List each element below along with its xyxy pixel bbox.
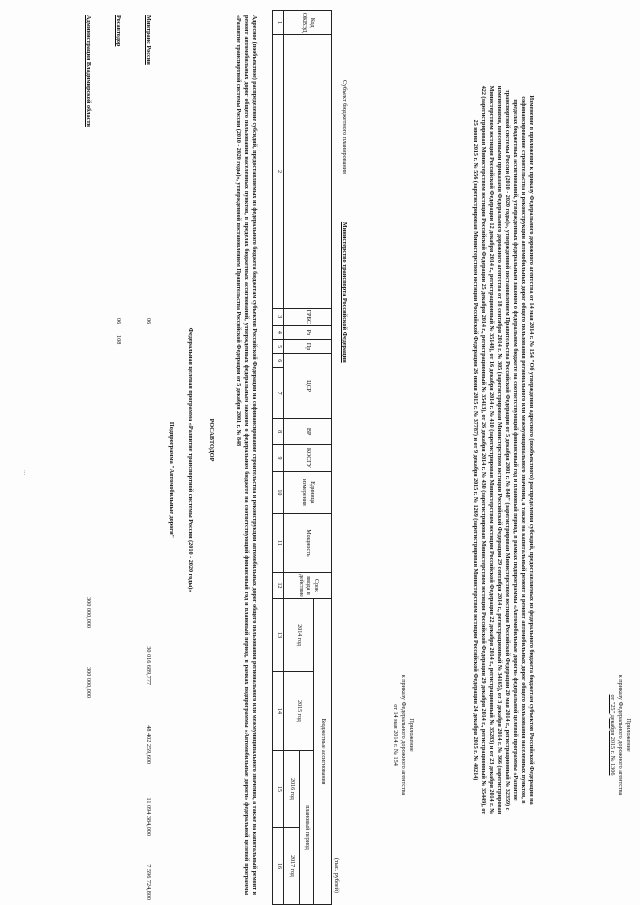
num-8: 8 — [273, 418, 284, 444]
num-2: 2 — [273, 35, 284, 308]
row-1-2016: 48 402 259,600 — [145, 725, 152, 764]
row-1-2018: 7 596 724,800 — [145, 864, 152, 900]
units-label: (тыс. рублей) — [333, 858, 340, 893]
subject-value: Министерство транспорта Российской Федерации — [341, 221, 348, 363]
appendix-top — [609, 625, 632, 845]
appendix-top-line1: к приказу Федерального дорожного агентства — [617, 674, 625, 796]
col-kosgu: КОСГУ — [284, 445, 332, 471]
num-13: 13 — [273, 599, 284, 672]
num-5: 5 — [273, 340, 284, 354]
note-text: Адресное (пообъектное) распределение субсидий, предоставляемых из федерального бюджета бюджетам субъектов Российской Федерации на софинансирование строительства и реконструкции автомобильных дорог общего пользования регионального или межмуниципального значения, а также на капитальный ремонт и ремонт автомобильных дорог общего пользования населенных пунктов, в пределах бюджетных ассигнований, утвержденных федеральным законом о федеральном бюджете на соответствующий финансовый год и плановый период, в рамках подпрограммы «Автомобильные дороги» федеральной целевой программы «Развитие транспортной системы России (2010 - 2020 годы)», утвержденной постановлением Правительства Российской Федерации от 5 декабря 2001 г. № 848 — [235, 15, 257, 895]
appendix-mid-line2: от 14 мая 2014 г. № 154 — [392, 704, 400, 766]
row-2-grbs: 06 — [115, 318, 122, 325]
allocation-table — [272, 10, 332, 905]
col-budget: Бюджетные ассигнования — [314, 599, 332, 905]
appendix-top-line2: от "25" декабря 2015 г. № 1306 — [609, 694, 617, 776]
appendix-mid-line1: к приказу Федерального дорожного агентства — [400, 674, 408, 796]
col-term: Срок ввода в действие — [284, 572, 332, 598]
num-15: 15 — [273, 751, 284, 828]
num-11: 11 — [273, 514, 284, 573]
col-2014: 2014 год — [284, 599, 314, 672]
row-3-name: Администрация Владимирской области — [85, 15, 92, 127]
col-name — [284, 35, 332, 308]
row-1-2015: 30 016 689,777 — [145, 646, 152, 685]
row-3-2015: 300 000,000 — [85, 597, 92, 628]
row-1-2017: 11 094 384,000 — [145, 797, 152, 836]
appendix-mid — [392, 625, 415, 845]
col-unit: Единица измерения — [284, 471, 332, 514]
col-planned: плановый период — [300, 751, 314, 905]
subprogram-label: Подпрограмма "Автомобильные дороги" — [168, 421, 175, 539]
col-2016: 2016 год — [284, 751, 300, 828]
num-6: 6 — [273, 354, 284, 368]
row-2-rz: 108 — [115, 335, 122, 345]
col-grbs: ГРБС — [284, 308, 332, 325]
row-2-name: Росавтодор — [115, 15, 122, 47]
col-csr: ЦСР — [284, 354, 332, 419]
row-1-grbs: 06 — [145, 318, 152, 325]
col-vr: ВР — [284, 418, 332, 444]
preamble-text: Изменение в приложение к приказу Федерального дорожного агентства от 14 мая 2014 г. № 154 "Об утверждении адресного (пообъектного) распределения субсидий, предоставляемых из федерального бюджета бюджетам субъектов Российской Федерации на софинансирование строительства и реконструкции автомобильных дорог общего пользования регионального или межмуниципального значения, а также на капитальный ремонт и ремонт автомобильных дорог общего пользования населенных пунктов, в пределах бюджетных ассигнований, утвержденных федеральным законом о федеральном бюджете на соответствующий финансовый год и плановый период, в рамках подпрограммы «Автомобильные дороги» федеральной целевой программы «Развитие транспортной системы России (2010 - 2020 годы)», утвержденной постановлением Правительства Российской Федерации от 5 декабря 2001 г. № 848" (зарегистрирован Министерством юстиции Российской Федерации 20 мая 2014 г., регистрационный № 32359) с изменениями, внесенными приказами Федерального дорожного агентства от 18 сентября 2014 г. № 305 (зарегистрирован Министерством юстиции Российской Федерации 29 сентября 2014 г., регистрационный № 34165), от 3 декабря 2014 г. № 366 (зарегистрирован Министерством юстиции Российской Федерации 12 декабря 2014 г., регистрационный № 35148), от 16 декабря 2014 г. № 410 (зарегистрирован Министерством юстиции Российской Федерации 22 декабря 2014 г., регистрационный № 35283) и от 23 декабря 2014 г. № 422 (зарегистрирован Министерством юстиции Российской Федерации 25 декабря 2014 г., регистрационный № 35413), от 26 декабря 2014 г. № 430 (зарегистрирован Министерством юстиции Российской Федерации 29 декабря 2014 г., регистрационный № 35449), от 25 июня 2015 г. № 556 (зарегистрирован Министерством юстиции Российской Федерации 26 июня 2015 г. № 37787) и от 9 декабря 2015 г. № 1269 (зарегистрирован Министерством юстиции Российской Федерации 24 декабря 2015 г. № 40214) — [471, 85, 534, 815]
subject-line — [340, 80, 348, 363]
scan-mark: ... — [22, 470, 30, 476]
subject-label: Субъект бюджетного планирования — [341, 80, 348, 174]
num-12: 12 — [273, 572, 284, 598]
program-label: Федеральная целевая программа «Развитие транспортной системы России (2010 - 2020 годы)» — [187, 327, 194, 593]
num-14: 14 — [273, 672, 284, 751]
appendix-mid-title: Приложение — [408, 718, 415, 752]
col-2015: 2015 год — [284, 672, 314, 751]
num-1: 1 — [273, 11, 284, 35]
col-pr: Пр — [284, 340, 332, 354]
num-9: 9 — [273, 445, 284, 471]
agency-label: РОСАВТОДОР — [208, 418, 215, 462]
num-10: 10 — [273, 471, 284, 514]
row-1-name: Минтранс России — [145, 15, 152, 65]
col-2017: 2017 год — [284, 827, 300, 904]
col-rz: Рз — [284, 325, 332, 339]
num-16: 16 — [273, 827, 284, 904]
num-3: 3 — [273, 308, 284, 325]
num-4: 4 — [273, 325, 284, 339]
num-7: 7 — [273, 368, 284, 419]
col-power: Мощность — [284, 514, 332, 573]
row-3-2016: 300 000,000 — [85, 667, 92, 698]
appendix-top-title: Приложение — [625, 718, 632, 752]
col-code: Код ОКВЭД — [284, 11, 332, 35]
